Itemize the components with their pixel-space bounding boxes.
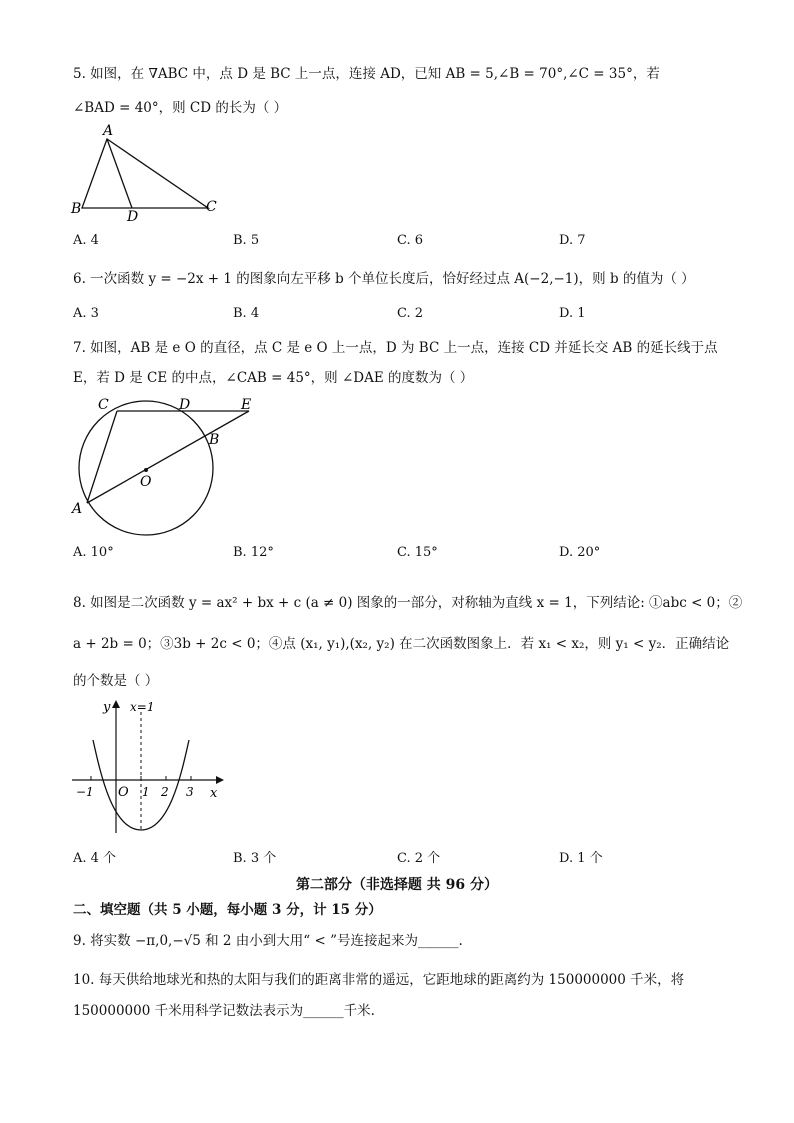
q7-option-a: A. 10° xyxy=(73,545,114,560)
q8-option-a: A. 4 个 xyxy=(73,851,117,866)
q5-option-a: A. 4 xyxy=(73,233,99,248)
q5-options xyxy=(73,233,633,253)
q5-triangle-figure xyxy=(66,120,226,230)
q9-line1: 9. 将实数 −π,0,−√5 和 2 由小到大用“ < ”号连接起来为______. xyxy=(73,933,463,949)
q8-label-neg1: −1 xyxy=(76,785,94,799)
q8-parabola-figure xyxy=(66,698,226,838)
q5-label-b: B xyxy=(71,201,82,217)
q7-label-e: E xyxy=(241,397,252,413)
q8-label-1: 1 xyxy=(142,785,150,799)
q7-label-o: O xyxy=(140,474,152,490)
q7-line1: 7. 如图，AB 是 e O 的直径，点 C 是 e O 上一点，D 为 BC 上一点，连接 CD 并延长交 AB 的延长线于点 xyxy=(73,340,718,356)
q6-option-c: C. 2 xyxy=(397,306,424,321)
q8-options xyxy=(73,847,633,867)
q8-label-origin: O xyxy=(118,785,129,800)
q7-circle-figure xyxy=(66,392,266,542)
q8-label-y: y xyxy=(103,700,111,715)
q5-line1: 5. 如图，在 ∇ABC 中，点 D 是 BC 上一点，连接 AD，已知 AB = 5,∠B = 70°,∠C = 35°，若 xyxy=(73,66,660,82)
q8-option-d: D. 1 个 xyxy=(559,851,603,866)
q8-line3: 的个数是（ ） xyxy=(73,673,159,689)
q8-line1: 8. 如图是二次函数 y = ax² + bx + c (a ≠ 0) 图象的一部分，对称轴为直线 x = 1，下列结论: ①abc < 0；② xyxy=(73,595,743,611)
q7-label-a: A xyxy=(72,501,83,517)
q6-option-a: A. 3 xyxy=(73,306,99,321)
q8-label-3: 3 xyxy=(186,785,194,799)
q8-line2: a + 2b = 0；③3b + 2c < 0；④点 (x₁, y₁),(x₂, y₂) 在二次函数图象上．若 x₁ < x₂，则 y₁ < y₂．正确结论 xyxy=(73,636,730,652)
q8-option-b: B. 3 个 xyxy=(233,851,277,866)
q5-line2: ∠BAD = 40°，则 CD 的长为（ ） xyxy=(73,100,288,116)
q5-label-c: C xyxy=(206,199,217,215)
q7-option-c: C. 15° xyxy=(397,545,438,560)
part2-title: 第二部分（非选择题 共 96 分） xyxy=(295,877,499,893)
q8-label-x: x xyxy=(210,786,218,801)
q5-option-b: B. 5 xyxy=(233,233,260,248)
q7-option-b: B. 12° xyxy=(233,545,274,560)
q8-label-2: 2 xyxy=(161,785,169,799)
q7-line2: E，若 D 是 CE 的中点，∠CAB = 45°，则 ∠DAE 的度数为（ ） xyxy=(73,370,474,386)
q5-option-c: C. 6 xyxy=(397,233,424,248)
q10-line2: 150000000 千米用科学记数法表示为______千米. xyxy=(73,1003,375,1019)
q10-line1: 10. 每天供给地球光和热的太阳与我们的距离非常的遥远，它距地球的距离约为 150000000 千米，将 xyxy=(73,972,685,988)
q8-option-c: C. 2 个 xyxy=(397,851,441,866)
q8-label-axis: x=1 xyxy=(130,700,155,714)
q6-options xyxy=(73,306,633,326)
q5-label-d: D xyxy=(127,209,139,225)
q7-label-d: D xyxy=(179,397,191,413)
q7-option-d: D. 20° xyxy=(559,545,601,560)
q7-options xyxy=(73,545,633,565)
q6-option-b: B. 4 xyxy=(233,306,260,321)
q6-line1: 6. 一次函数 y = −2x + 1 的图象向左平移 b 个单位长度后，恰好经过点 A(−2,−1)，则 b 的值为（ ） xyxy=(73,271,695,287)
section2-title: 二、填空题（共 5 小题，每小题 3 分，计 15 分） xyxy=(73,902,382,918)
q7-label-b: B xyxy=(209,432,220,448)
q7-label-c: C xyxy=(98,397,109,413)
q5-option-d: D. 7 xyxy=(559,233,586,248)
q5-label-a: A xyxy=(103,123,114,139)
q6-option-d: D. 1 xyxy=(559,306,586,321)
